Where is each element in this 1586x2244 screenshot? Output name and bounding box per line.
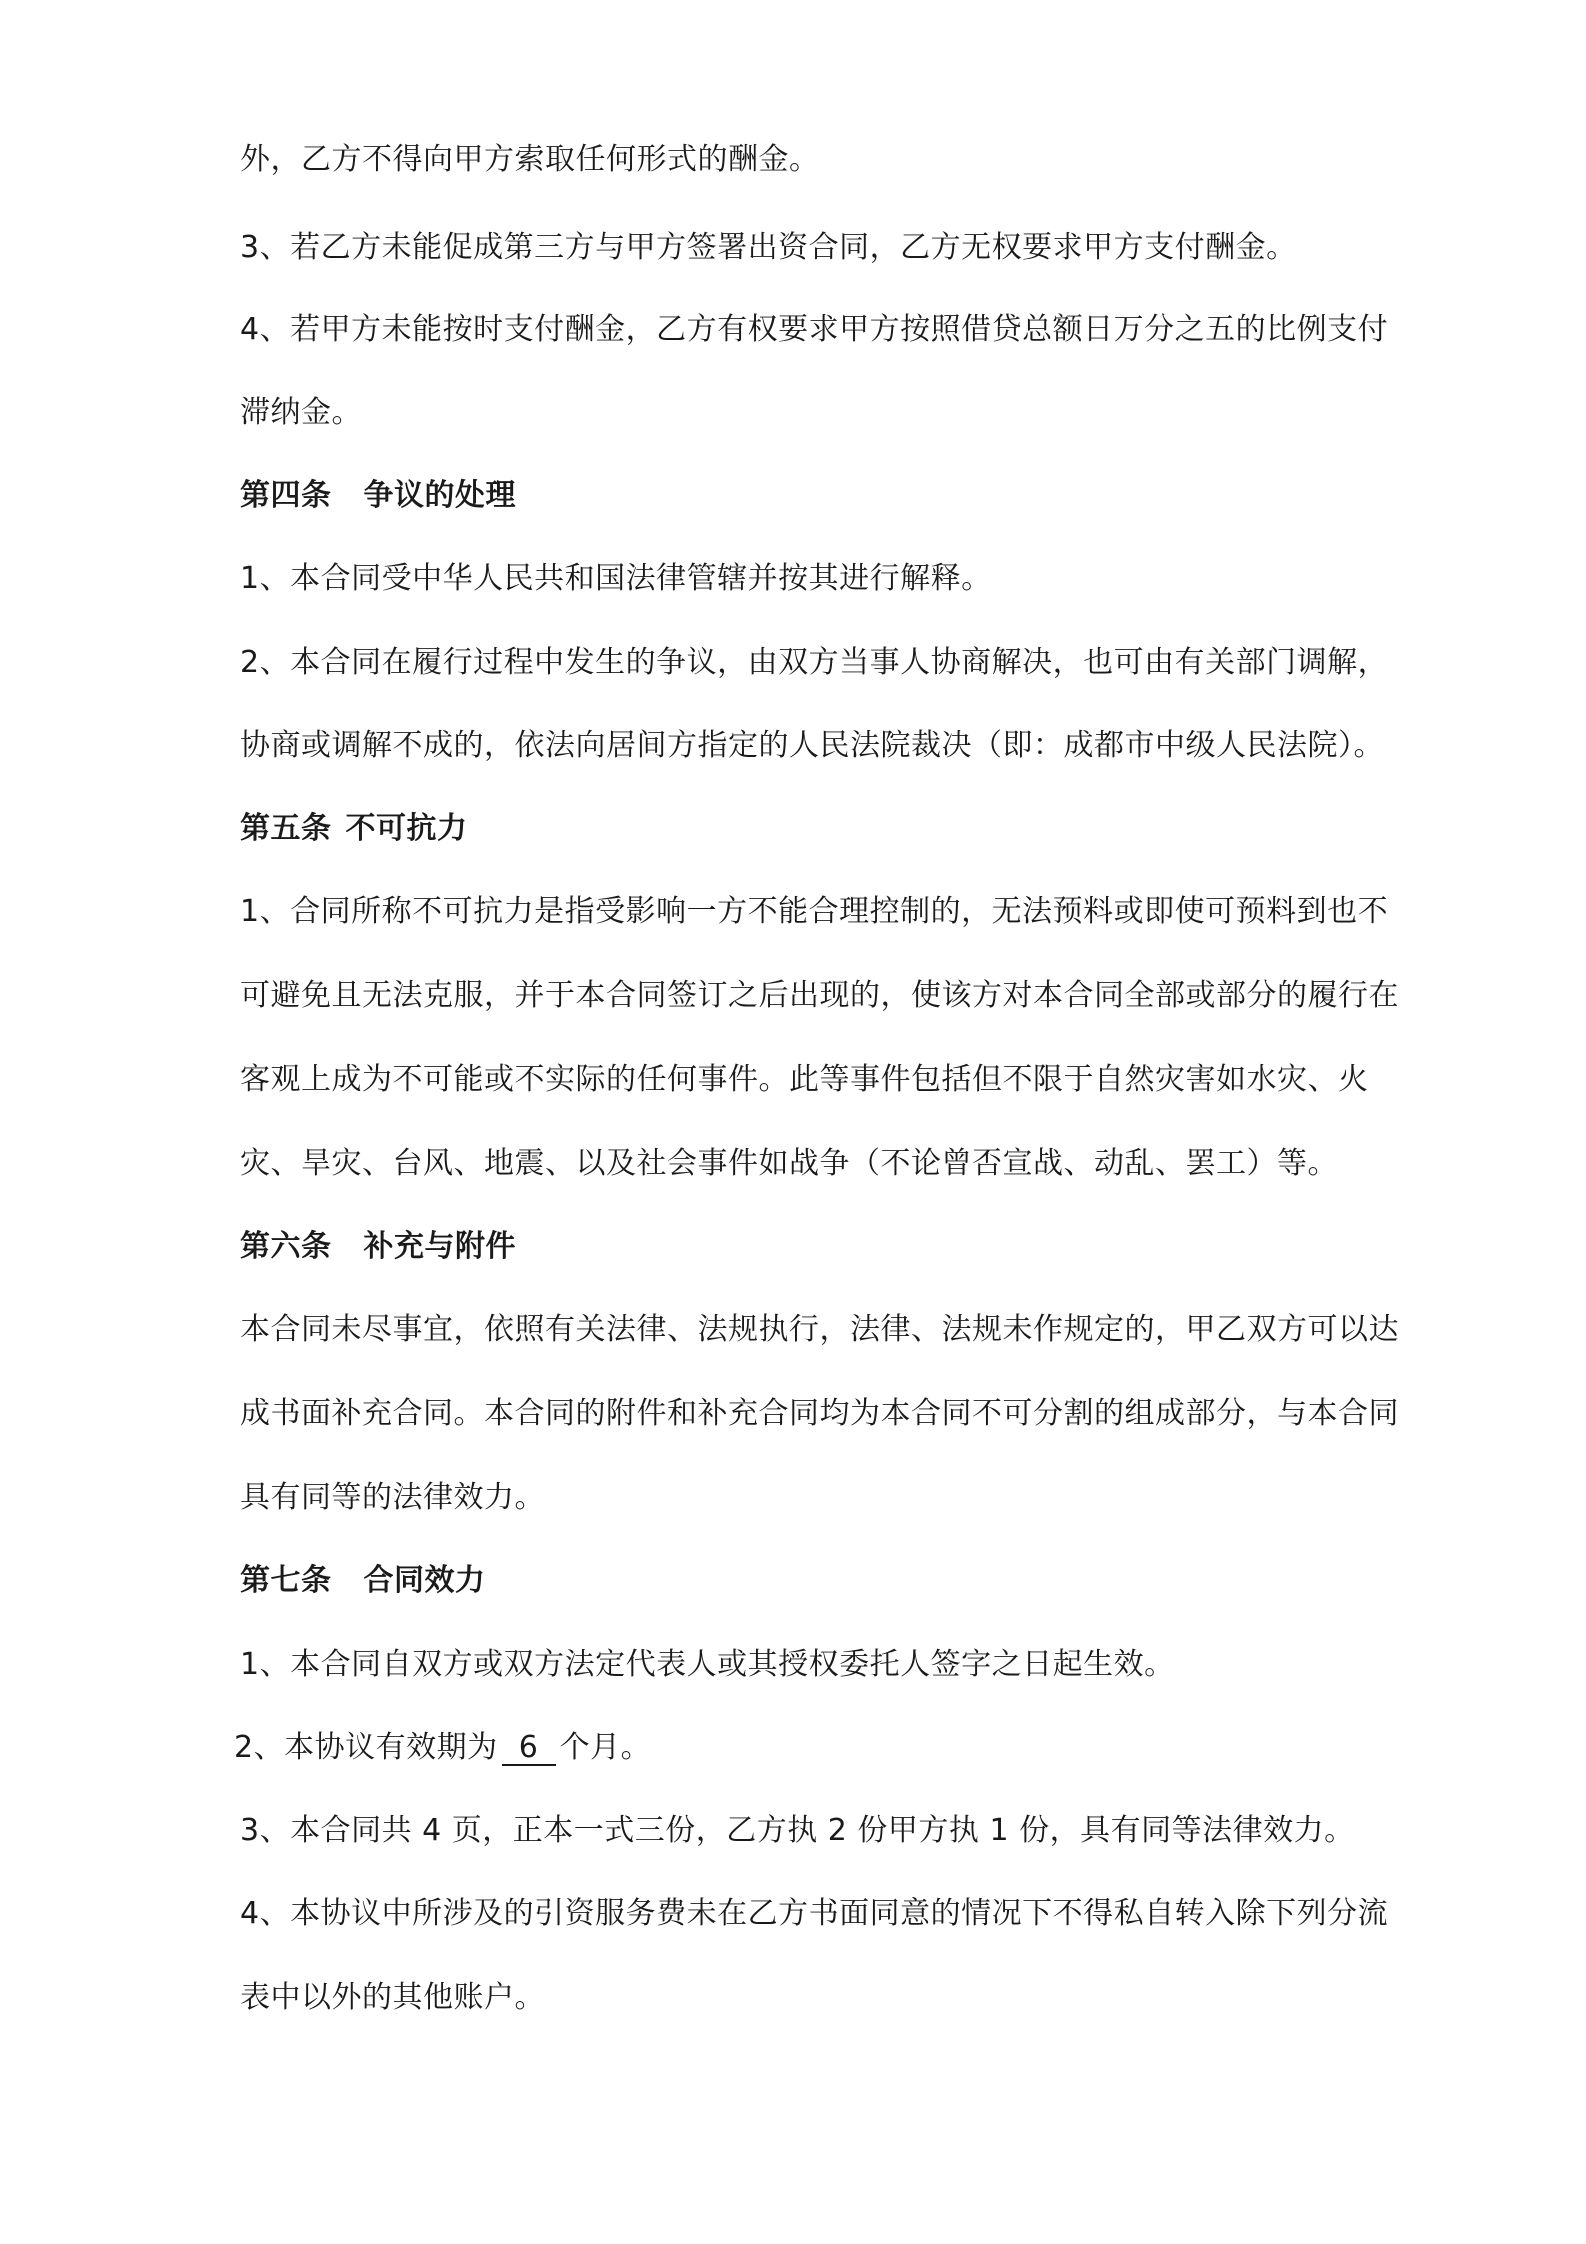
text-line: 具有同等的法律效力。 [240, 1480, 545, 1515]
section-heading-4 [240, 476, 516, 516]
section-title: 不可抗力 [345, 811, 468, 846]
text-line: 本合同未尽事宜，依照有关法律、法规执行，法律、法规未作规定的，甲乙双方可以达 [240, 1312, 1399, 1347]
text-line: 可避免且无法克服，并于本合同签订之后出现的，使该方对本合同全部或部分的履行在 [240, 978, 1399, 1013]
validity-months-value: 6 [502, 1732, 556, 1766]
section-number: 第七条 [240, 1563, 332, 1598]
text-line: 1、合同所称不可抗力是指受影响一方不能合理控制的，无法预料或即使可预料到也不 [240, 894, 1389, 929]
text-line: 1、本合同自双方或双方法定代表人或其授权委托人签字之日起生效。 [240, 1647, 1175, 1682]
text-line: 2、本合同在履行过程中发生的争议，由双方当事人协商解决，也可由有关部门调解， [240, 645, 1389, 680]
section-title: 合同效力 [363, 1563, 486, 1598]
section-number: 第四条 [240, 478, 332, 513]
text-line: 成书面补充合同。本合同的附件和补充合同均为本合同不可分割的组成部分，与本合同 [240, 1396, 1399, 1431]
text-line: 客观上成为不可能或不实际的任何事件。此等事件包括但不限于自然灾害如水灾、火 [240, 1062, 1369, 1097]
section-title: 补充与附件 [363, 1229, 516, 1264]
section-heading-5 [240, 809, 468, 849]
text-line: 4、本协议中所涉及的引资服务费未在乙方书面同意的情况下不得私自转入除下列分流 [240, 1896, 1389, 1931]
text-line: 3、本合同共 4 页，正本一式三份，乙方执 2 份甲方执 1 份，具有同等法律效力。 [240, 1813, 1355, 1848]
text-line: 表中以外的其他账户。 [240, 1980, 545, 2015]
section-number: 第六条 [240, 1229, 332, 1264]
text-line: 1、本合同受中华人民共和国法律管辖并按其进行解释。 [240, 561, 992, 596]
text-line: 协商或调解不成的，依法向居间方指定的人民法院裁决（即：成都市中级人民法院）。 [240, 728, 1384, 763]
text-line: 外，乙方不得向甲方索取任何形式的酬金。 [240, 142, 820, 177]
validity-prefix: 2、本协议有效期为 [234, 1730, 498, 1765]
text-line: 灾、旱灾、台风、地震、以及社会事件如战争（不论曾否宣战、动乱、罢工）等。 [240, 1146, 1338, 1181]
validity-period-line [234, 1728, 651, 1768]
text-line: 3、若乙方未能促成第三方与甲方签署出资合同，乙方无权要求甲方支付酬金。 [240, 230, 1297, 265]
section-heading-7 [240, 1561, 486, 1601]
section-number: 第五条 [240, 811, 332, 846]
section-heading-6 [240, 1227, 516, 1267]
text-line: 4、若甲方未能按时支付酬金，乙方有权要求甲方按照借贷总额日万分之五的比例支付 [240, 312, 1389, 347]
text-line: 滞纳金。 [240, 395, 362, 430]
section-title: 争议的处理 [363, 478, 516, 513]
validity-suffix: 个月。 [559, 1730, 652, 1765]
